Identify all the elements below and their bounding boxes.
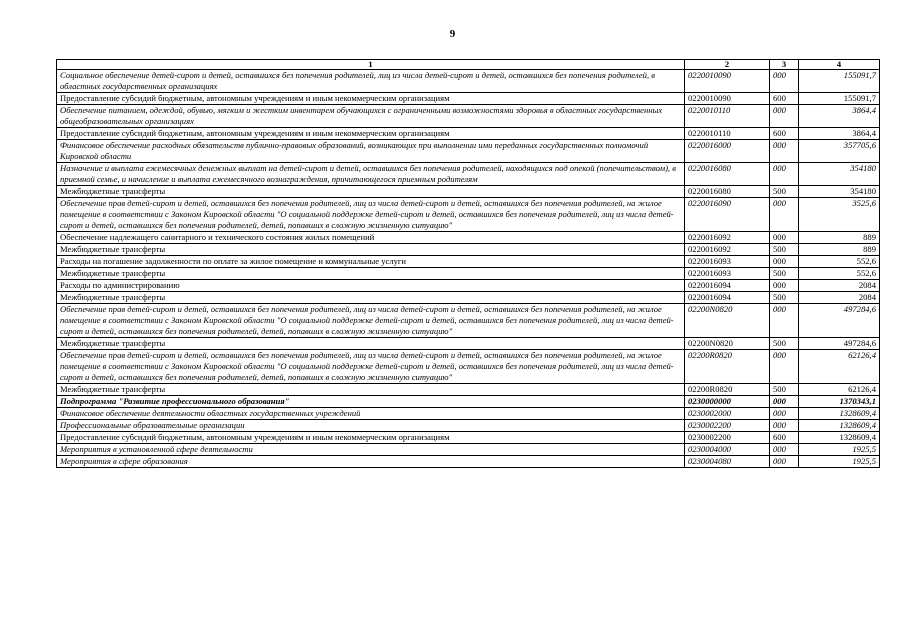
row-type: 600	[770, 93, 799, 105]
row-code: 0230004080	[685, 456, 770, 468]
row-type: 000	[770, 304, 799, 338]
table-row	[57, 186, 880, 198]
row-code: 0220016094	[685, 292, 770, 304]
column-header-4: 4	[799, 60, 880, 70]
row-amount: 1370343,1	[799, 396, 880, 408]
row-name: Межбюджетные трансферты	[57, 186, 685, 198]
table-row	[57, 268, 880, 280]
table-row	[57, 198, 880, 232]
row-type: 500	[770, 186, 799, 198]
table-row	[57, 105, 880, 128]
row-name: Обеспечение прав детей-сирот и детей, оставшихся без попечения родителей, лиц из числа детей-сирот и детей, оставшихся без попечения родителей, на жилое помещение в соответствии с Законом Кировской области "О социальной поддержке детей-сирот и детей, оставшихся без попечения родителей, лиц из числа детей-сирот и детей, оставшихся без попечения родителей, детей, попавших в сложную жизненную ситуацию"	[57, 198, 685, 232]
table-row	[57, 93, 880, 105]
table-row	[57, 420, 880, 432]
row-amount: 354180	[799, 186, 880, 198]
row-name: Межбюджетные трансферты	[57, 338, 685, 350]
row-type: 000	[770, 420, 799, 432]
table-row	[57, 256, 880, 268]
table-header-row	[57, 60, 880, 70]
table-row	[57, 408, 880, 420]
row-type: 000	[770, 280, 799, 292]
row-type: 000	[770, 456, 799, 468]
row-name: Расходы на погашение задолженности по оплате за жилое помещение и коммунальные услуги	[57, 256, 685, 268]
table-row	[57, 128, 880, 140]
row-type: 000	[770, 140, 799, 163]
table-row	[57, 304, 880, 338]
row-name: Обеспечение надлежащего санитарного и технического состояния жилых помещений	[57, 232, 685, 244]
table-row	[57, 350, 880, 384]
row-name: Мероприятия в установленной сфере деятельности	[57, 444, 685, 456]
row-code: 0220016093	[685, 268, 770, 280]
row-type: 500	[770, 244, 799, 256]
table-body	[57, 70, 880, 468]
table-row	[57, 338, 880, 350]
row-name: Обеспечение питанием, одеждой, обувью, мягким и жестким инвентарем обучающихся с ограниченными возможностями здоровья в областных государственных общеобразовательных организациях	[57, 105, 685, 128]
row-code: 0230000000	[685, 396, 770, 408]
row-name: Межбюджетные трансферты	[57, 244, 685, 256]
row-amount: 155091,7	[799, 93, 880, 105]
row-amount: 3525,6	[799, 198, 880, 232]
row-code: 0220010090	[685, 93, 770, 105]
row-name: Мероприятия в сфере образования	[57, 456, 685, 468]
row-name: Профессиональные образовательные организации	[57, 420, 685, 432]
page-number: 9	[449, 28, 456, 40]
row-type: 000	[770, 256, 799, 268]
row-amount: 354180	[799, 163, 880, 186]
row-code: 0220016092	[685, 232, 770, 244]
row-code: 0220016092	[685, 244, 770, 256]
row-name: Межбюджетные трансферты	[57, 384, 685, 396]
row-name: Обеспечение прав детей-сирот и детей, оставшихся без попечения родителей, лиц из числа детей-сирот и детей, оставшихся без попечения родителей, на жилое помещение в соответствии с Законом Кировской области "О социальной поддержке детей-сирот и детей, оставшихся без попечения родителей, лиц из числа детей-сирот и детей, оставшихся без попечения родителей, детей, попавших в сложную жизненную ситуацию"	[57, 304, 685, 338]
row-name: Обеспечение прав детей-сирот и детей, оставшихся без попечения родителей, лиц из числа детей-сирот и детей, оставшихся без попечения родителей, на жилое помещение в соответствии с Законом Кировской области "О социальной поддержке детей-сирот и детей, оставшихся без попечения родителей, лиц из числа детей-сирот и детей, оставшихся без попечения родителей, детей, попавших в сложную жизненную ситуацию"	[57, 350, 685, 384]
table-row	[57, 384, 880, 396]
row-name: Межбюджетные трансферты	[57, 268, 685, 280]
row-name: Назначение и выплата ежемесячных денежных выплат на детей-сирот и детей, оставшихся без попечения родителей, находящихся под опекой (попечительством), в приемной семье, и начисление и выплата ежемесячного вознаграждения, причитающегося приемным родителям	[57, 163, 685, 186]
row-amount: 497284,6	[799, 338, 880, 350]
table-row	[57, 432, 880, 444]
table-row	[57, 232, 880, 244]
row-amount: 497284,6	[799, 304, 880, 338]
row-amount: 1328609,4	[799, 408, 880, 420]
table-row	[57, 444, 880, 456]
row-name: Социальное обеспечение детей-сирот и детей, оставшихся без попечения родителей, лиц из числа детей-сирот и детей, оставшихся без попечения родителей, в областных государственных организациях	[57, 70, 685, 93]
table-row	[57, 396, 880, 408]
row-type: 000	[770, 70, 799, 93]
row-code: 0220016093	[685, 256, 770, 268]
row-code: 0230004000	[685, 444, 770, 456]
row-name: Предоставление субсидий бюджетным, автономным учреждениям и иным некоммерческим организациям	[57, 128, 685, 140]
row-name: Предоставление субсидий бюджетным, автономным учреждениям и иным некоммерческим организациям	[57, 432, 685, 444]
row-type: 000	[770, 396, 799, 408]
row-code: 0220016094	[685, 280, 770, 292]
row-name: Подпрограмма "Развитие профессионального образования"	[57, 396, 685, 408]
row-code: 02200N0820	[685, 304, 770, 338]
row-code: 02200R0820	[685, 350, 770, 384]
row-amount: 62126,4	[799, 384, 880, 396]
column-header-3: 3	[770, 60, 799, 70]
row-name: Финансовое обеспечение расходных обязательств публично-правовых образований, возникающих при выполнении ими переданных государственных полномочий Кировской области	[57, 140, 685, 163]
row-amount: 889	[799, 244, 880, 256]
row-amount: 552,6	[799, 256, 880, 268]
row-code: 0220010110	[685, 105, 770, 128]
row-type: 500	[770, 292, 799, 304]
row-type: 000	[770, 232, 799, 244]
row-code: 0230002200	[685, 432, 770, 444]
row-type: 500	[770, 338, 799, 350]
row-amount: 2084	[799, 280, 880, 292]
row-name: Предоставление субсидий бюджетным, автономным учреждениям и иным некоммерческим организациям	[57, 93, 685, 105]
row-type: 000	[770, 350, 799, 384]
row-type: 000	[770, 408, 799, 420]
row-code: 0230002200	[685, 420, 770, 432]
row-amount: 1925,5	[799, 456, 880, 468]
row-type: 600	[770, 128, 799, 140]
row-type: 000	[770, 105, 799, 128]
row-code: 02200R0820	[685, 384, 770, 396]
row-type: 000	[770, 198, 799, 232]
row-amount: 155091,7	[799, 70, 880, 93]
row-code: 0220016000	[685, 140, 770, 163]
row-amount: 2084	[799, 292, 880, 304]
row-type: 600	[770, 432, 799, 444]
row-name: Межбюджетные трансферты	[57, 292, 685, 304]
row-code: 0220016080	[685, 163, 770, 186]
row-amount: 1925,5	[799, 444, 880, 456]
row-code: 0220016080	[685, 186, 770, 198]
column-header-1: 1	[57, 60, 685, 70]
row-amount: 62126,4	[799, 350, 880, 384]
table-row	[57, 140, 880, 163]
row-amount: 1328609,4	[799, 432, 880, 444]
table-row	[57, 280, 880, 292]
table-row	[57, 163, 880, 186]
row-type: 500	[770, 384, 799, 396]
row-amount: 357705,6	[799, 140, 880, 163]
row-amount: 3864,4	[799, 105, 880, 128]
row-amount: 552,6	[799, 268, 880, 280]
row-amount: 3864,4	[799, 128, 880, 140]
table-row	[57, 70, 880, 93]
row-code: 0230002000	[685, 408, 770, 420]
row-name: Расходы по администрированию	[57, 280, 685, 292]
row-amount: 1328609,4	[799, 420, 880, 432]
row-type: 000	[770, 163, 799, 186]
row-code: 0220016090	[685, 198, 770, 232]
row-name: Финансовое обеспечение деятельности областных государственных учреждений	[57, 408, 685, 420]
column-header-2: 2	[685, 60, 770, 70]
row-amount: 889	[799, 232, 880, 244]
table-row	[57, 456, 880, 468]
row-code: 0220010110	[685, 128, 770, 140]
row-code: 02200N0820	[685, 338, 770, 350]
row-type: 000	[770, 444, 799, 456]
table-row	[57, 292, 880, 304]
row-code: 0220010090	[685, 70, 770, 93]
budget-table	[56, 59, 880, 468]
table-row	[57, 244, 880, 256]
row-type: 500	[770, 268, 799, 280]
